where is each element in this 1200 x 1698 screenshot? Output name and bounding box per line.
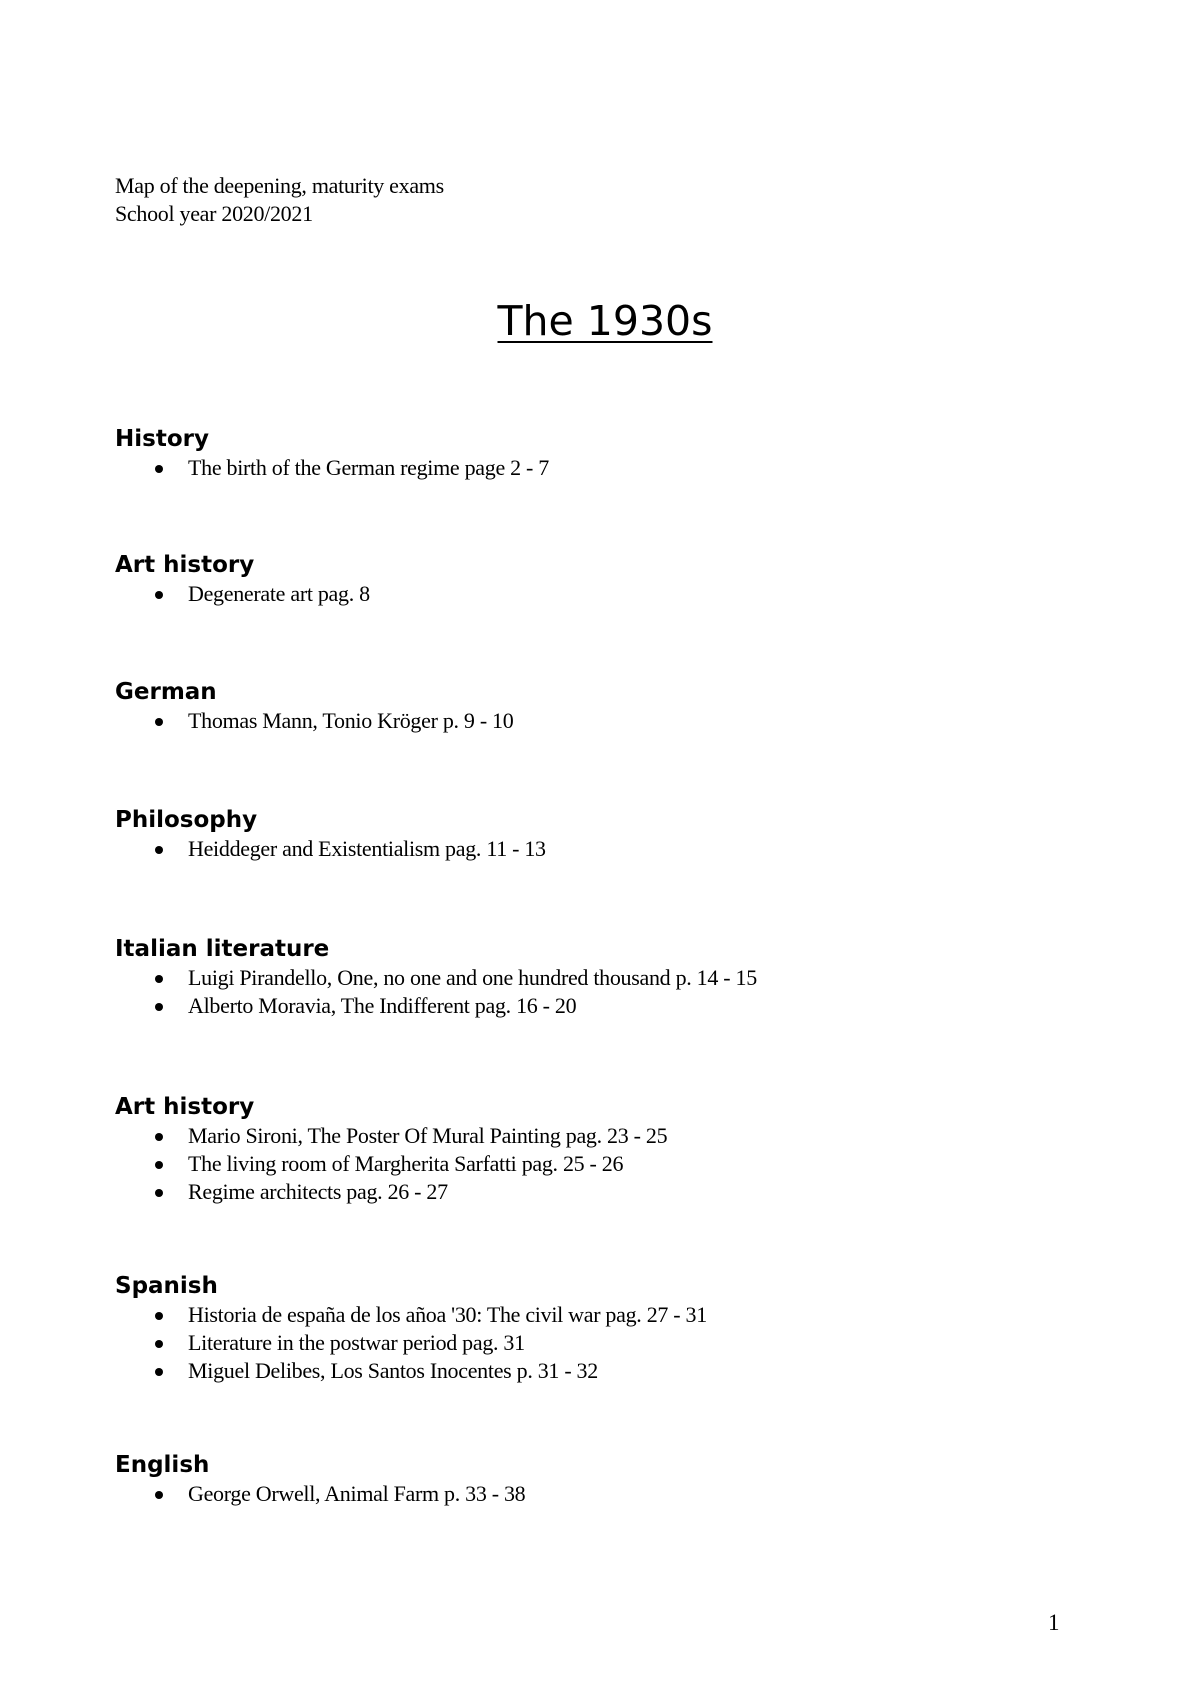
bullet-icon [155,846,163,854]
bullet-icon [155,465,163,473]
section-german [115,677,1115,735]
list-item [115,1301,1115,1329]
bullet-icon [155,1340,163,1348]
section-history [115,424,1115,482]
section-list [115,1122,1115,1206]
document-subtitle: Map of the deepening, maturity exams [115,173,444,198]
section-heading: Art history [115,1094,255,1120]
list-item [115,707,1115,735]
list-item-text: Thomas Mann, Tonio Kröger p. 9 - 10 [188,708,514,733]
list-item-text: Heiddeger and Existentialism pag. 11 - 13 [188,836,546,861]
section-spanish [115,1271,1115,1385]
list-item-text: Degenerate art pag. 8 [188,581,370,606]
list-item [115,1122,1115,1150]
list-item-text: Luigi Pirandello, One, no one and one hundred thousand p. 14 - 15 [188,965,757,990]
bullet-icon [155,1003,163,1011]
bullet-icon [155,591,163,599]
section-heading: Spanish [115,1273,218,1299]
section-list [115,835,1115,863]
list-item-text: Literature in the postwar period pag. 31 [188,1330,525,1355]
list-item [115,454,1115,482]
section-list [115,580,1115,608]
bullet-icon [155,1189,163,1197]
bullet-icon [155,1161,163,1169]
section-heading: German [115,679,217,705]
list-item-text: The birth of the German regime page 2 - 7 [188,455,549,480]
list-item-text: Mario Sironi, The Poster Of Mural Painting pag. 23 - 25 [188,1123,668,1148]
bullet-icon [155,1312,163,1320]
list-item [115,964,1115,992]
bullet-icon [155,1368,163,1376]
list-item-text: The living room of Margherita Sarfatti pag. 25 - 26 [188,1151,624,1176]
section-heading: History [115,426,209,452]
list-item [115,1150,1115,1178]
list-item [115,1357,1115,1385]
section-heading: Philosophy [115,807,258,833]
list-item-text: George Orwell, Animal Farm p. 33 - 38 [188,1481,526,1506]
bullet-icon [155,975,163,983]
section-heading: English [115,1452,210,1478]
section-list [115,1480,1115,1508]
section-heading: Art history [115,552,255,578]
list-item [115,1178,1115,1206]
bullet-icon [155,1491,163,1499]
section-art-history [115,550,1115,608]
list-item-text: Alberto Moravia, The Indifferent pag. 16 - 20 [188,993,577,1018]
list-item [115,992,1115,1020]
list-item [115,835,1115,863]
section-list [115,964,1115,1020]
bullet-icon [155,718,163,726]
list-item-text: Historia de españa de los añoa '30: The civil war pag. 27 - 31 [188,1302,707,1327]
list-item-text: Miguel Delibes, Los Santos Inocentes p. 31 - 32 [188,1358,598,1383]
section-list [115,1301,1115,1385]
section-italian-literature [115,934,1115,1020]
list-item-text: Regime architects pag. 26 - 27 [188,1179,448,1204]
page-number: 1 [1048,1610,1060,1635]
bullet-icon [155,1133,163,1141]
section-list [115,454,1115,482]
list-item [115,580,1115,608]
section-heading: Italian literature [115,936,330,962]
section-english [115,1450,1115,1508]
list-item [115,1329,1115,1357]
list-item [115,1480,1115,1508]
page-title: The 1930s [497,297,713,345]
school-year: School year 2020/2021 [115,201,313,226]
section-philosophy [115,805,1115,863]
section-art-history-2 [115,1092,1115,1206]
section-list [115,707,1115,735]
